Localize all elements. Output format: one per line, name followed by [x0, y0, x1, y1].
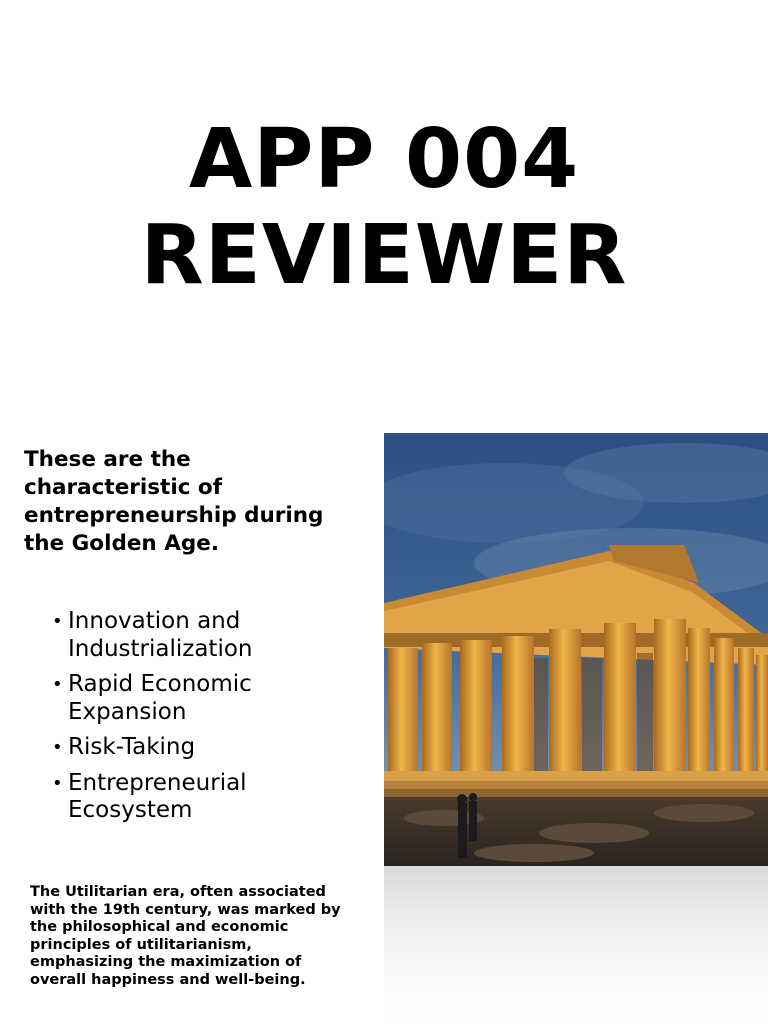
parthenon-photo: [384, 433, 768, 866]
list-item: • Rapid Economic Expansion: [52, 671, 352, 726]
list-item: • Innovation and Industrialization: [52, 608, 352, 663]
characteristics-list: [52, 608, 352, 833]
title-line-1: APP 004: [188, 112, 580, 207]
utilitarian-note: The Utilitarian era, often associated with the 19th century, was marked by the philosophical and economic principles of utilitarianism, emphasizing the maximization of overall happiness and well-being.: [30, 884, 341, 988]
list-item: • Entrepreneurial Ecosystem: [52, 770, 352, 825]
page-title: [0, 112, 768, 304]
section-heading: These are the characteristic of entrepreneurship during the Golden Age.: [24, 447, 324, 556]
title-line-2: REVIEWER: [140, 208, 628, 303]
image-reflection: [384, 866, 768, 1024]
list-item: • Risk-Taking: [52, 734, 352, 762]
